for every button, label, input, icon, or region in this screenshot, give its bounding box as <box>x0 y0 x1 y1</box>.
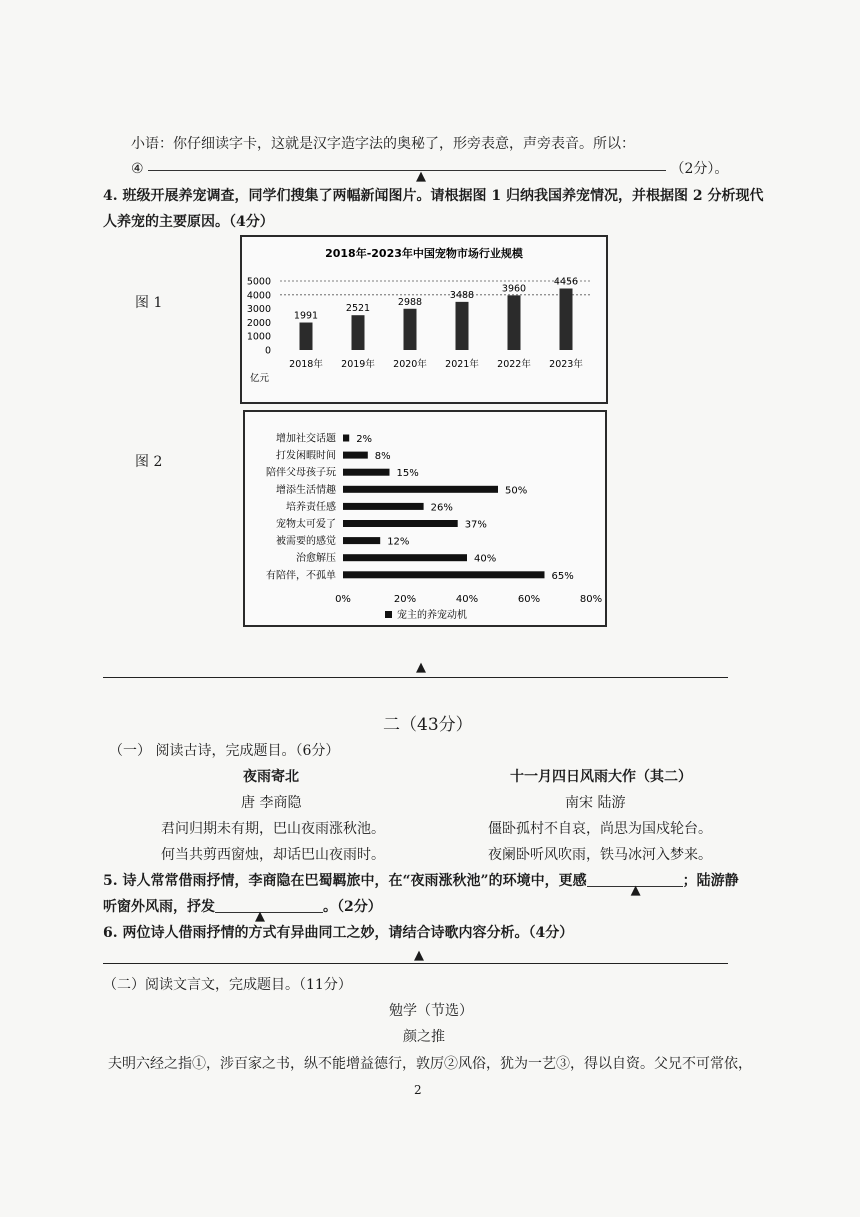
chart2-xtick-label: 60% <box>517 594 541 605</box>
chart2-category-label: 增加社交话题 <box>276 433 336 445</box>
prose-title: 勉学（节选） <box>389 1003 473 1019</box>
poem1-line1: 君问归期未有期，巴山夜雨涨秋池。 <box>161 821 385 837</box>
chart1-bar <box>352 315 365 350</box>
chart2-bar <box>343 435 349 442</box>
market-size-chart-svg <box>242 237 606 402</box>
chart1-bar <box>508 295 521 350</box>
q5-placeholder-1: ▲ <box>630 883 641 898</box>
chart2-category-label: 增添生活情趣 <box>276 484 336 496</box>
chart1-value-label: 1991 <box>293 310 319 322</box>
q5-text-4: 。（2分） <box>323 899 382 915</box>
chart1-value-label: 3960 <box>501 283 527 295</box>
chart2-value-label: 8% <box>374 451 391 463</box>
chart1-category-label: 2021年 <box>445 359 479 370</box>
chart1-bar <box>404 309 417 350</box>
chart2-bar <box>343 503 424 510</box>
chart2-value-label: 26% <box>430 502 453 514</box>
chart1-ytick-label: 0 <box>264 345 271 357</box>
section-2-title: 二（43分） <box>383 715 473 735</box>
question-4-line2: 人养宠的主要原因。（4分） <box>103 214 274 230</box>
answer-line-q6 <box>103 963 728 964</box>
figure-2-label: 图 2 <box>135 454 163 470</box>
q5-text-1: 5. 诗人常常借雨抒情，李商隐在巴蜀羁旅中，在“夜雨涨秋池”的环境中，更感 <box>103 873 587 889</box>
chart1-ytick-label: 4000 <box>246 290 271 302</box>
poem2-line2: 夜阑卧听风吹雨，铁马冰河入梦来。 <box>488 847 712 863</box>
chart2-value-label: 40% <box>474 553 497 565</box>
chart2-xtick-label: 0% <box>335 594 351 605</box>
answer-line-4 <box>131 160 729 184</box>
marker-4: ④ <box>131 161 144 177</box>
chart1-ytick-label: 1000 <box>246 331 271 343</box>
chart2-bar <box>343 486 498 493</box>
answer-placeholder-q4: ▲ <box>416 660 426 675</box>
question-5-line1 <box>103 872 739 898</box>
chart1-value-label: 2988 <box>397 296 423 308</box>
answer-placeholder-q6: ▲ <box>414 948 424 963</box>
page-number: 2 <box>414 1083 422 1097</box>
chart2-value-label: 2% <box>356 434 373 445</box>
note-line: 小语：你仔细读字卡，这就是汉字造字法的奥秘了，形旁表意，声旁表音。所以： <box>131 136 635 152</box>
chart1-category-label: 2022年 <box>497 359 531 370</box>
chart2-value-label: 50% <box>505 485 528 497</box>
chart2-category-label: 被需要的感觉 <box>276 536 336 548</box>
chart1-unit-label: 亿元 <box>250 373 270 384</box>
chart1-category-label: 2023年 <box>549 359 583 370</box>
chart2-xtick-label: 20% <box>393 594 417 605</box>
chart2-value-label: 37% <box>464 519 487 531</box>
legend-swatch <box>385 611 392 618</box>
chart1-ytick-label: 3000 <box>246 304 271 316</box>
poem1-title: 夜雨寄北 <box>243 769 299 785</box>
chart1-bar <box>560 289 573 350</box>
chart2-bar <box>343 520 458 527</box>
chart1-category-label: 2020年 <box>393 359 427 370</box>
question-5-line2 <box>103 898 382 924</box>
question-6: 6. 两位诗人借雨抒情的方式有异曲同工之妙，请结合诗歌内容分析。（4分） <box>103 925 574 941</box>
q5-placeholder-2: ▲ <box>255 909 265 924</box>
chart2-bar <box>343 452 368 459</box>
poem2-line1: 僵卧孤村不自哀，尚思为国戍轮台。 <box>488 821 712 837</box>
chart2-xtick-label: 80% <box>579 594 603 605</box>
answer-line-q4 <box>103 677 728 678</box>
chart2-bar <box>343 554 467 561</box>
chart2-category-label: 治愈解压 <box>296 553 336 565</box>
prose-author: 颜之推 <box>403 1029 445 1045</box>
chart1-bar <box>456 302 469 350</box>
chart1-value-label: 3488 <box>449 289 475 301</box>
motivation-chart <box>243 410 607 627</box>
chart2-bar <box>343 537 380 544</box>
poem2-author: 南宋 陆游 <box>565 795 626 811</box>
chart2-bar <box>343 571 545 578</box>
chart2-value-label: 12% <box>387 536 410 548</box>
figure-1-label: 图 1 <box>135 295 163 311</box>
q5-text-3: 听窗外风雨，抒发 <box>103 899 215 915</box>
chart2-category-label: 有陪伴，不孤单 <box>266 570 336 582</box>
poem1-author: 唐 李商隐 <box>241 795 302 811</box>
chart2-value-label: 65% <box>551 570 574 582</box>
chart1-ytick-label: 2000 <box>246 317 271 329</box>
chart2-category-label: 培养责任感 <box>286 501 336 513</box>
chart2-value-label: 15% <box>396 468 419 480</box>
market-size-chart <box>240 235 608 404</box>
chart1-title: 2018年-2023年中国宠物市场行业规模 <box>325 247 523 260</box>
chart2-category-label: 宠物太可爱了 <box>276 519 336 530</box>
chart1-value-label: 2521 <box>345 303 371 315</box>
chart2-bar <box>343 469 390 476</box>
points-label: （2分）。 <box>670 161 729 177</box>
part-2-heading: （二）阅读文言文，完成题目。（11分） <box>103 977 352 993</box>
chart2-xtick-label: 40% <box>455 594 479 605</box>
chart1-value-label: 4456 <box>553 276 579 288</box>
answer-placeholder: ▲ <box>416 169 427 184</box>
chart2-legend: 宠主的养宠动机 <box>397 610 467 621</box>
poem1-line2: 何当共剪西窗烛，却话巴山夜雨时。 <box>161 847 385 863</box>
chart1-category-label: 2019年 <box>341 359 375 370</box>
motivation-chart-svg <box>245 412 605 625</box>
q5-text-2: ；陆游静 <box>682 873 739 889</box>
chart1-ytick-label: 5000 <box>246 276 271 288</box>
question-4-line1: 4. 班级开展养宠调查，同学们搜集了两幅新闻图片。请根据图 1 归纳我国养宠情况，并根据图 2 分析现代 <box>103 188 764 204</box>
prose-line-1: 夫明六经之指①，涉百家之书，纵不能增益德行，敦厉②风俗，犹为一艺③，得以自资。父兄不可常依， <box>108 1056 752 1072</box>
chart2-category-label: 打发闲暇时间 <box>276 450 336 462</box>
poem2-title: 十一月四日风雨大作（其二） <box>510 769 692 785</box>
part-1-heading: （一） 阅读古诗，完成题目。（6分） <box>109 743 340 759</box>
chart1-category-label: 2018年 <box>289 359 323 370</box>
chart2-category-label: 陪伴父母孩子玩 <box>266 467 336 479</box>
chart1-bar <box>300 323 313 350</box>
